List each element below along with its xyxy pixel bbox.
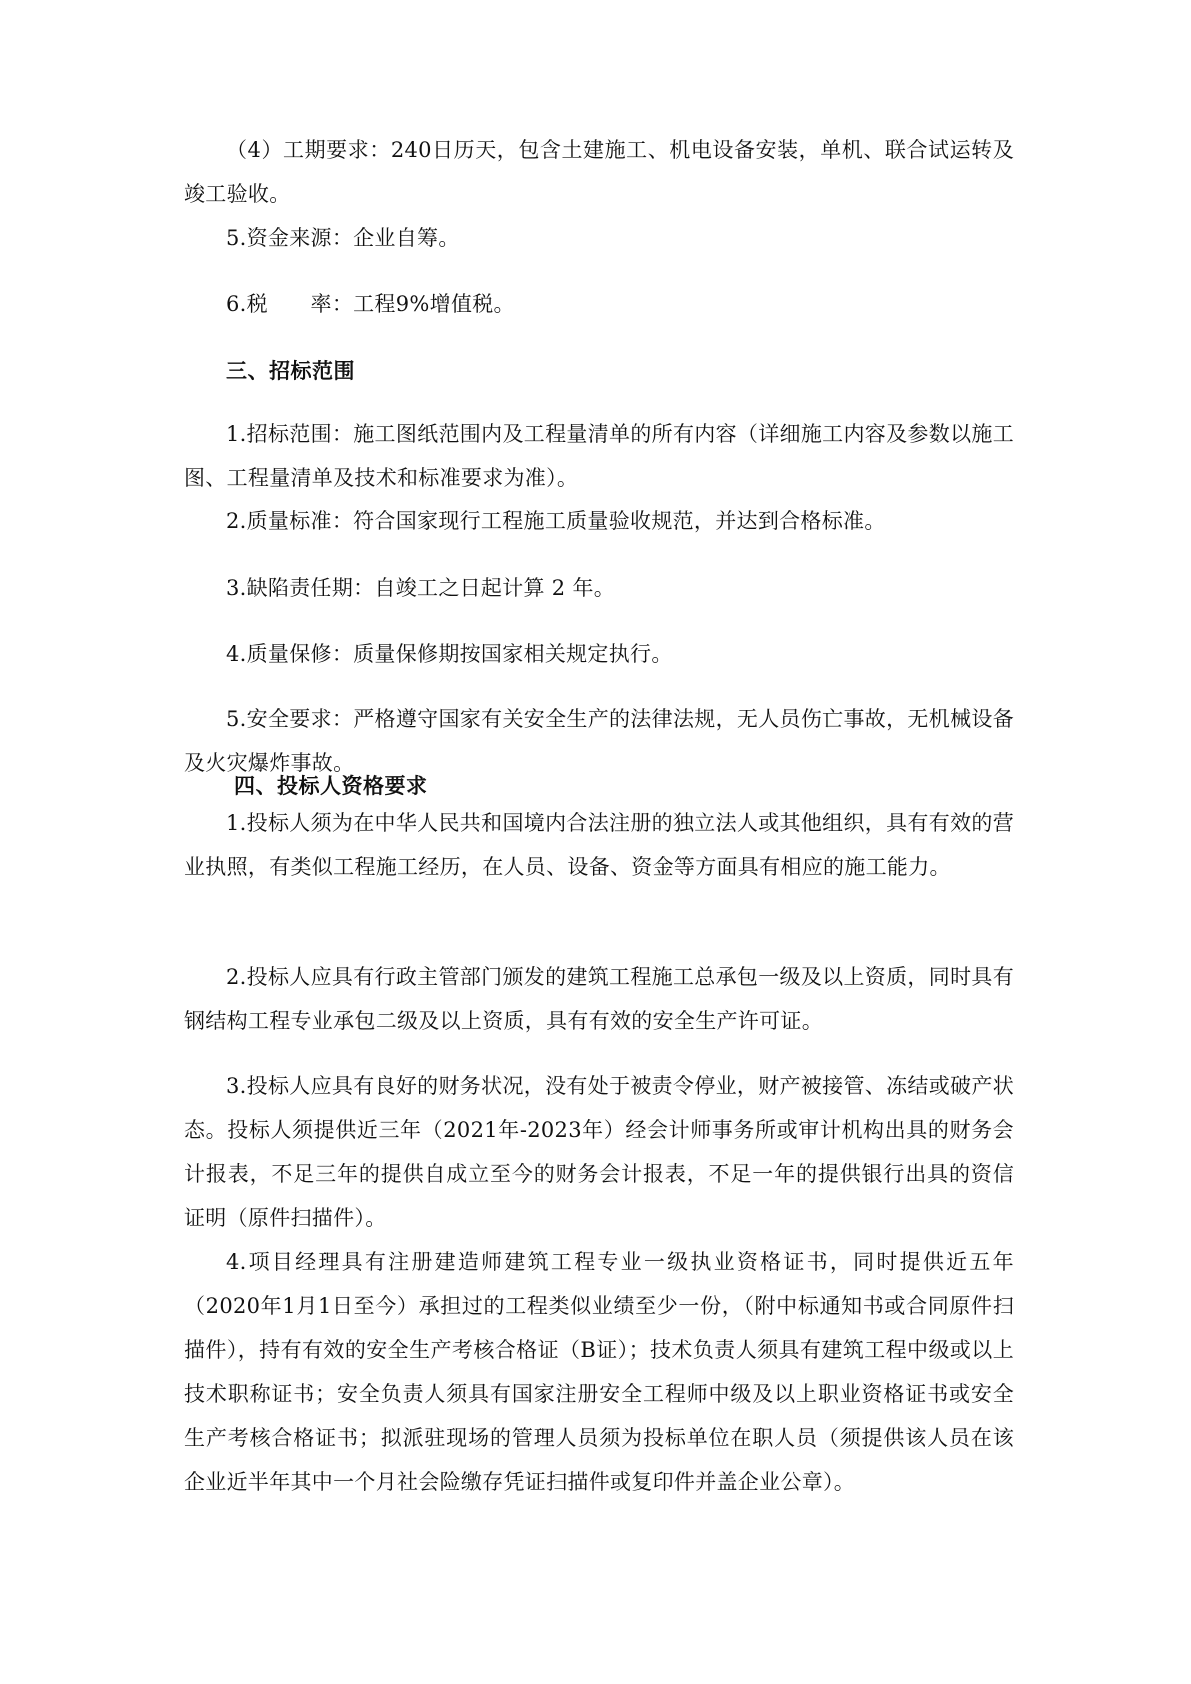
paragraph-tax-rate: 6.税 率：工程9%增值税。 bbox=[226, 292, 515, 316]
heading-bidding-scope: 三、招标范围 bbox=[226, 359, 355, 383]
paragraph-warranty: 4.质量保修：质量保修期按国家相关规定执行。 bbox=[226, 642, 673, 666]
paragraph-defect-liability: 3.缺陷责任期：自竣工之日起计算 2 年。 bbox=[226, 576, 616, 600]
paragraph-construction-period: （4）工期要求：240日历天，包含土建施工、机电设备安装，单机、联合试运转及竣工验收。 bbox=[184, 138, 1014, 206]
paragraph-quality-standard: 2.质量标准：符合国家现行工程施工质量验收规范，并达到合格标准。 bbox=[226, 509, 886, 533]
paragraph-scope: 1.招标范围：施工图纸范围内及工程量清单的所有内容（详细施工内容及参数以施工图、工程量清单及技术和标准要求为准）。 bbox=[184, 422, 1014, 490]
paragraph-qualification-2: 2.投标人应具有行政主管部门颁发的建筑工程施工总承包一级及以上资质，同时具有钢结构工程专业承包二级及以上资质，具有有效的安全生产许可证。 bbox=[184, 965, 1014, 1033]
heading-bidder-qualifications: 四、投标人资格要求 bbox=[234, 774, 428, 798]
paragraph-qualification-4: 4.项目经理具有注册建造师建筑工程专业一级执业资格证书，同时提供近五年（2020年1月1日至今）承担过的工程类似业绩至少一份，（附中标通知书或合同原件扫描件），持有有效的安全生产考核合格证（B证）；技术负责人须具有建筑工程中级或以上技术职称证书；安全负责人须具有国家注册安全工程师中级及以上职业资格证书或安全生产考核合格证书；拟派驻现场的管理人员须为投标单位在职人员（须提供该人员在该企业近半年其中一个月社会险缴存凭证扫描件或复印件并盖企业公章）。 bbox=[184, 1250, 1014, 1494]
paragraph-qualification-3: 3.投标人应具有良好的财务状况，没有处于被责令停业，财产被接管、冻结或破产状态。投标人须提供近三年（2021年-2023年）经会计师事务所或审计机构出具的财务会计报表，不足三年的提供自成立至今的财务会计报表，不足一年的提供银行出具的资信证明（原件扫描件）。 bbox=[184, 1074, 1014, 1230]
paragraph-safety: 5.安全要求：严格遵守国家有关安全生产的法律法规，无人员伤亡事故，无机械设备及火灾爆炸事故。 bbox=[184, 707, 1014, 775]
paragraph-qualification-1: 1.投标人须为在中华人民共和国境内合法注册的独立法人或其他组织，具有有效的营业执照，有类似工程施工经历，在人员、设备、资金等方面具有相应的施工能力。 bbox=[184, 811, 1014, 879]
paragraph-funding-source: 5.资金来源：企业自筹。 bbox=[226, 226, 460, 250]
